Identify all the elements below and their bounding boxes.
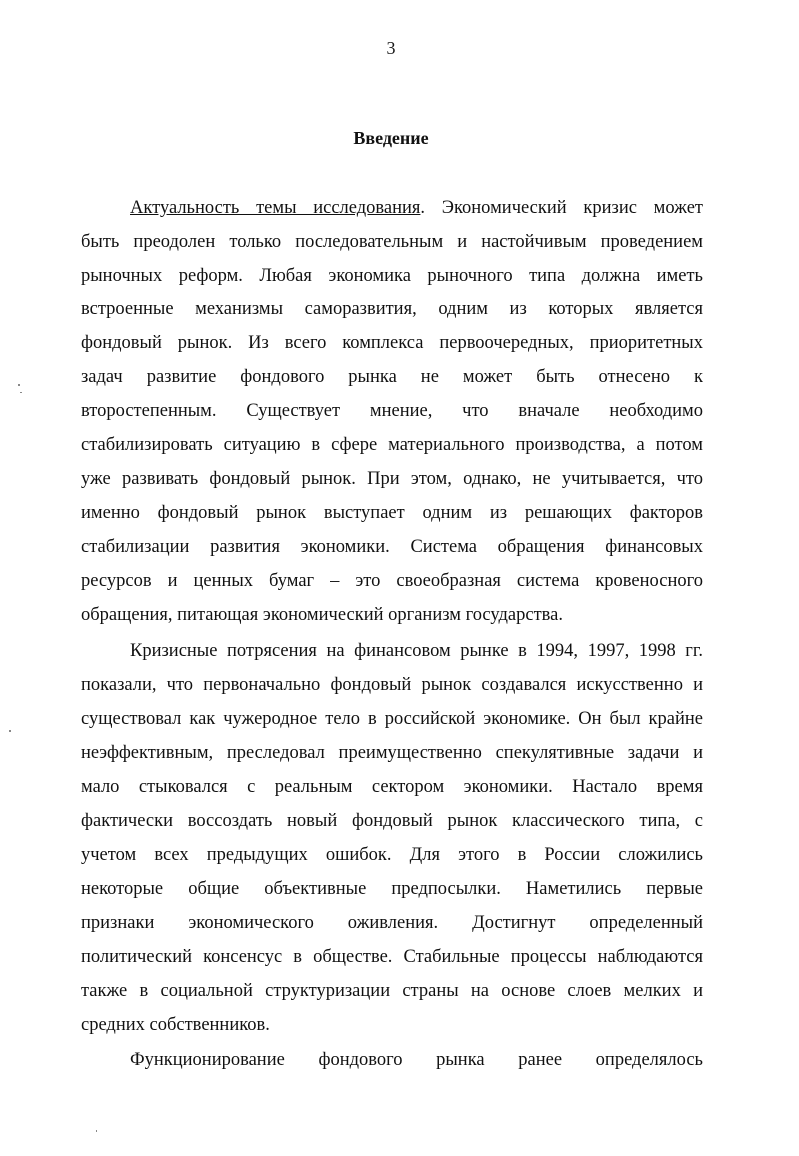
paragraph-1-line-12: ресурсов и ценных бумаг – это своеобразная система кровеносного bbox=[81, 571, 703, 591]
paragraph-1-line-13: обращения, питающая экономический организм государства. bbox=[81, 605, 563, 625]
paragraph-1-line-6: задач развитие фондового рынка не может быть отнесено к bbox=[81, 367, 703, 387]
paragraph-2-line-1: Кризисные потрясения на финансовом рынке в 1994, 1997, 1998 гг. bbox=[130, 641, 703, 661]
paragraph-1-line-5: фондовый рынок. Из всего комплекса первоочередных, приоритетных bbox=[81, 333, 703, 353]
paragraph-2-line-4: неэффективным, преследовал преимущественно спекулятивные задачи и bbox=[81, 743, 703, 763]
paragraph-1-line-3: рыночных реформ. Любая экономика рыночного типа должна иметь bbox=[81, 266, 703, 286]
paragraph-1-line-10: именно фондовый рынок выступает одним из решающих факторов bbox=[81, 503, 703, 523]
paragraph-2-line-5: мало стыковался с реальным сектором экономики. Настало время bbox=[81, 777, 703, 797]
paragraph-2-line-2: показали, что первоначально фондовый рынок создавался искусственно и bbox=[81, 675, 703, 695]
paragraph-2-line-10: политический консенсус в обществе. Стабильные процессы наблюдаются bbox=[81, 947, 703, 967]
paragraph-1-line-1: Актуальность темы исследования. Экономический кризис может bbox=[130, 198, 704, 218]
page-number: 3 bbox=[386, 38, 396, 58]
scan-speck bbox=[9, 730, 11, 732]
scan-speck bbox=[20, 392, 22, 393]
paragraph-3-line-1: Функционирование фондового рынка ранее определялось bbox=[130, 1050, 703, 1070]
paragraph-2-line-9: признаки экономического оживления. Достигнут определенный bbox=[81, 913, 703, 933]
paragraph-2-line-8: некоторые общие объективные предпосылки. Наметились первые bbox=[81, 879, 703, 899]
paragraph-1-line-4: встроенные механизмы саморазвития, одним из которых является bbox=[81, 299, 703, 319]
paragraph-1-line-7: второстепенным. Существует мнение, что вначале необходимо bbox=[81, 401, 703, 421]
paragraph-2-line-3: существовал как чужеродное тело в российской экономике. Он был крайне bbox=[81, 709, 703, 729]
paragraph-1-line-2: быть преодолен только последовательным и настойчивым проведением bbox=[81, 232, 703, 252]
paragraph-1-line-9: уже развивать фондовый рынок. При этом, однако, не учитывается, что bbox=[81, 469, 703, 489]
paragraph-1-line-8: стабилизировать ситуацию в сфере материального производства, а потом bbox=[81, 435, 703, 455]
relevance-heading: Актуальность темы исследования bbox=[130, 198, 421, 218]
scan-speck bbox=[96, 1130, 97, 1132]
paragraph-2-line-12: средних собственников. bbox=[81, 1015, 270, 1035]
scan-speck bbox=[18, 384, 20, 386]
section-title: Введение bbox=[353, 128, 429, 148]
paragraph-2-line-6: фактически воссоздать новый фондовый рынок классического типа, с bbox=[81, 811, 703, 831]
paragraph-1-line-11: стабилизации развития экономики. Система обращения финансовых bbox=[81, 537, 703, 557]
paragraph-2-line-11: также в социальной структуризации страны на основе слоев мелких и bbox=[81, 981, 703, 1001]
paragraph-2-line-7: учетом всех предыдущих ошибок. Для этого в России сложились bbox=[81, 845, 703, 865]
